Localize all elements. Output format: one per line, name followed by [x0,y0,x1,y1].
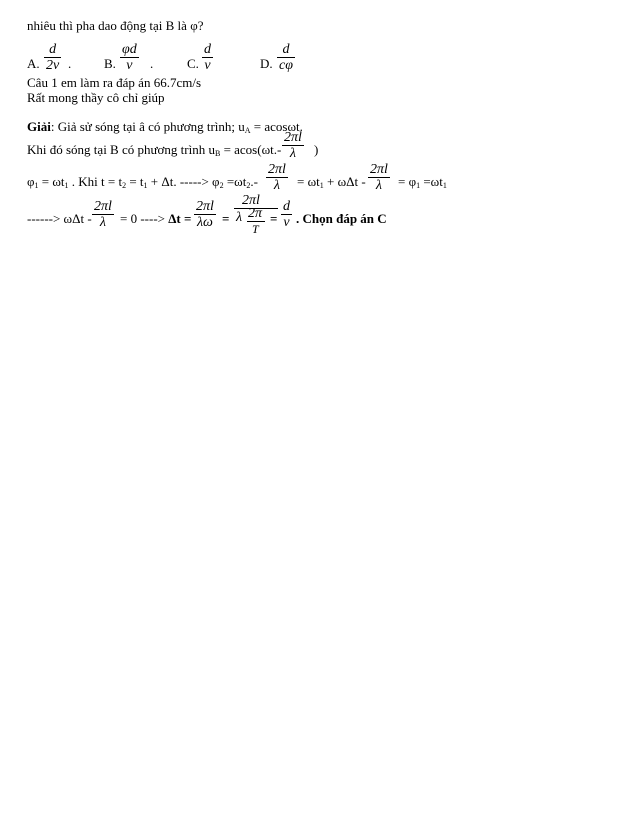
option-b-fraction: φd v [122,42,137,73]
phase-fraction-1: 2πl λ [284,130,302,161]
solution-line-4: ------> ωΔt - [27,211,92,226]
delta-t-label: Δt = [168,211,192,226]
nested-fraction: 2πl λ 2π T [232,193,280,241]
option-a-label: A. [27,56,40,71]
final-answer: . Chọn đáp án C [296,211,387,226]
option-c-fraction: d v [204,42,211,73]
note-request: Rất mong thầy cô chỉ giúp [27,90,165,105]
option-a-fraction: d 2v [46,42,60,73]
phase-fraction-3: 2πl λ [370,162,388,193]
solution-line-2: Khi đó sóng tại B có phương trình $u_B = acos(\omega t.-$ [27,142,282,158]
note-answer: Câu 1 em làm ra đáp án 66.7cm/s [27,75,202,90]
solution-line-1: Giải: Giả sử sóng tại â có phương trình; $u_A = acos\omega t$. [27,119,303,135]
solution-label: Giải [27,119,51,134]
time-fraction: 2πl λω [196,199,214,230]
option-b-label: B. [104,56,116,71]
option-c-label: C. [187,56,199,71]
question-header: nhiêu thì pha dao động tại B là φ? [27,18,204,33]
answer-fraction: d v [283,199,290,230]
solution-line-3: $\varphi_1 = \omega t_1$ . Khi $t = t_2 = t_1 + \Delta t$. -----> $\varphi_2 =\omega t_2.-$ [27,174,258,190]
option-d-fraction: d cφ [279,42,293,73]
option-d-label: D. [260,56,273,71]
phase-fraction-2: 2πl λ [268,162,286,193]
phase-fraction-4: 2πl λ [94,199,112,230]
